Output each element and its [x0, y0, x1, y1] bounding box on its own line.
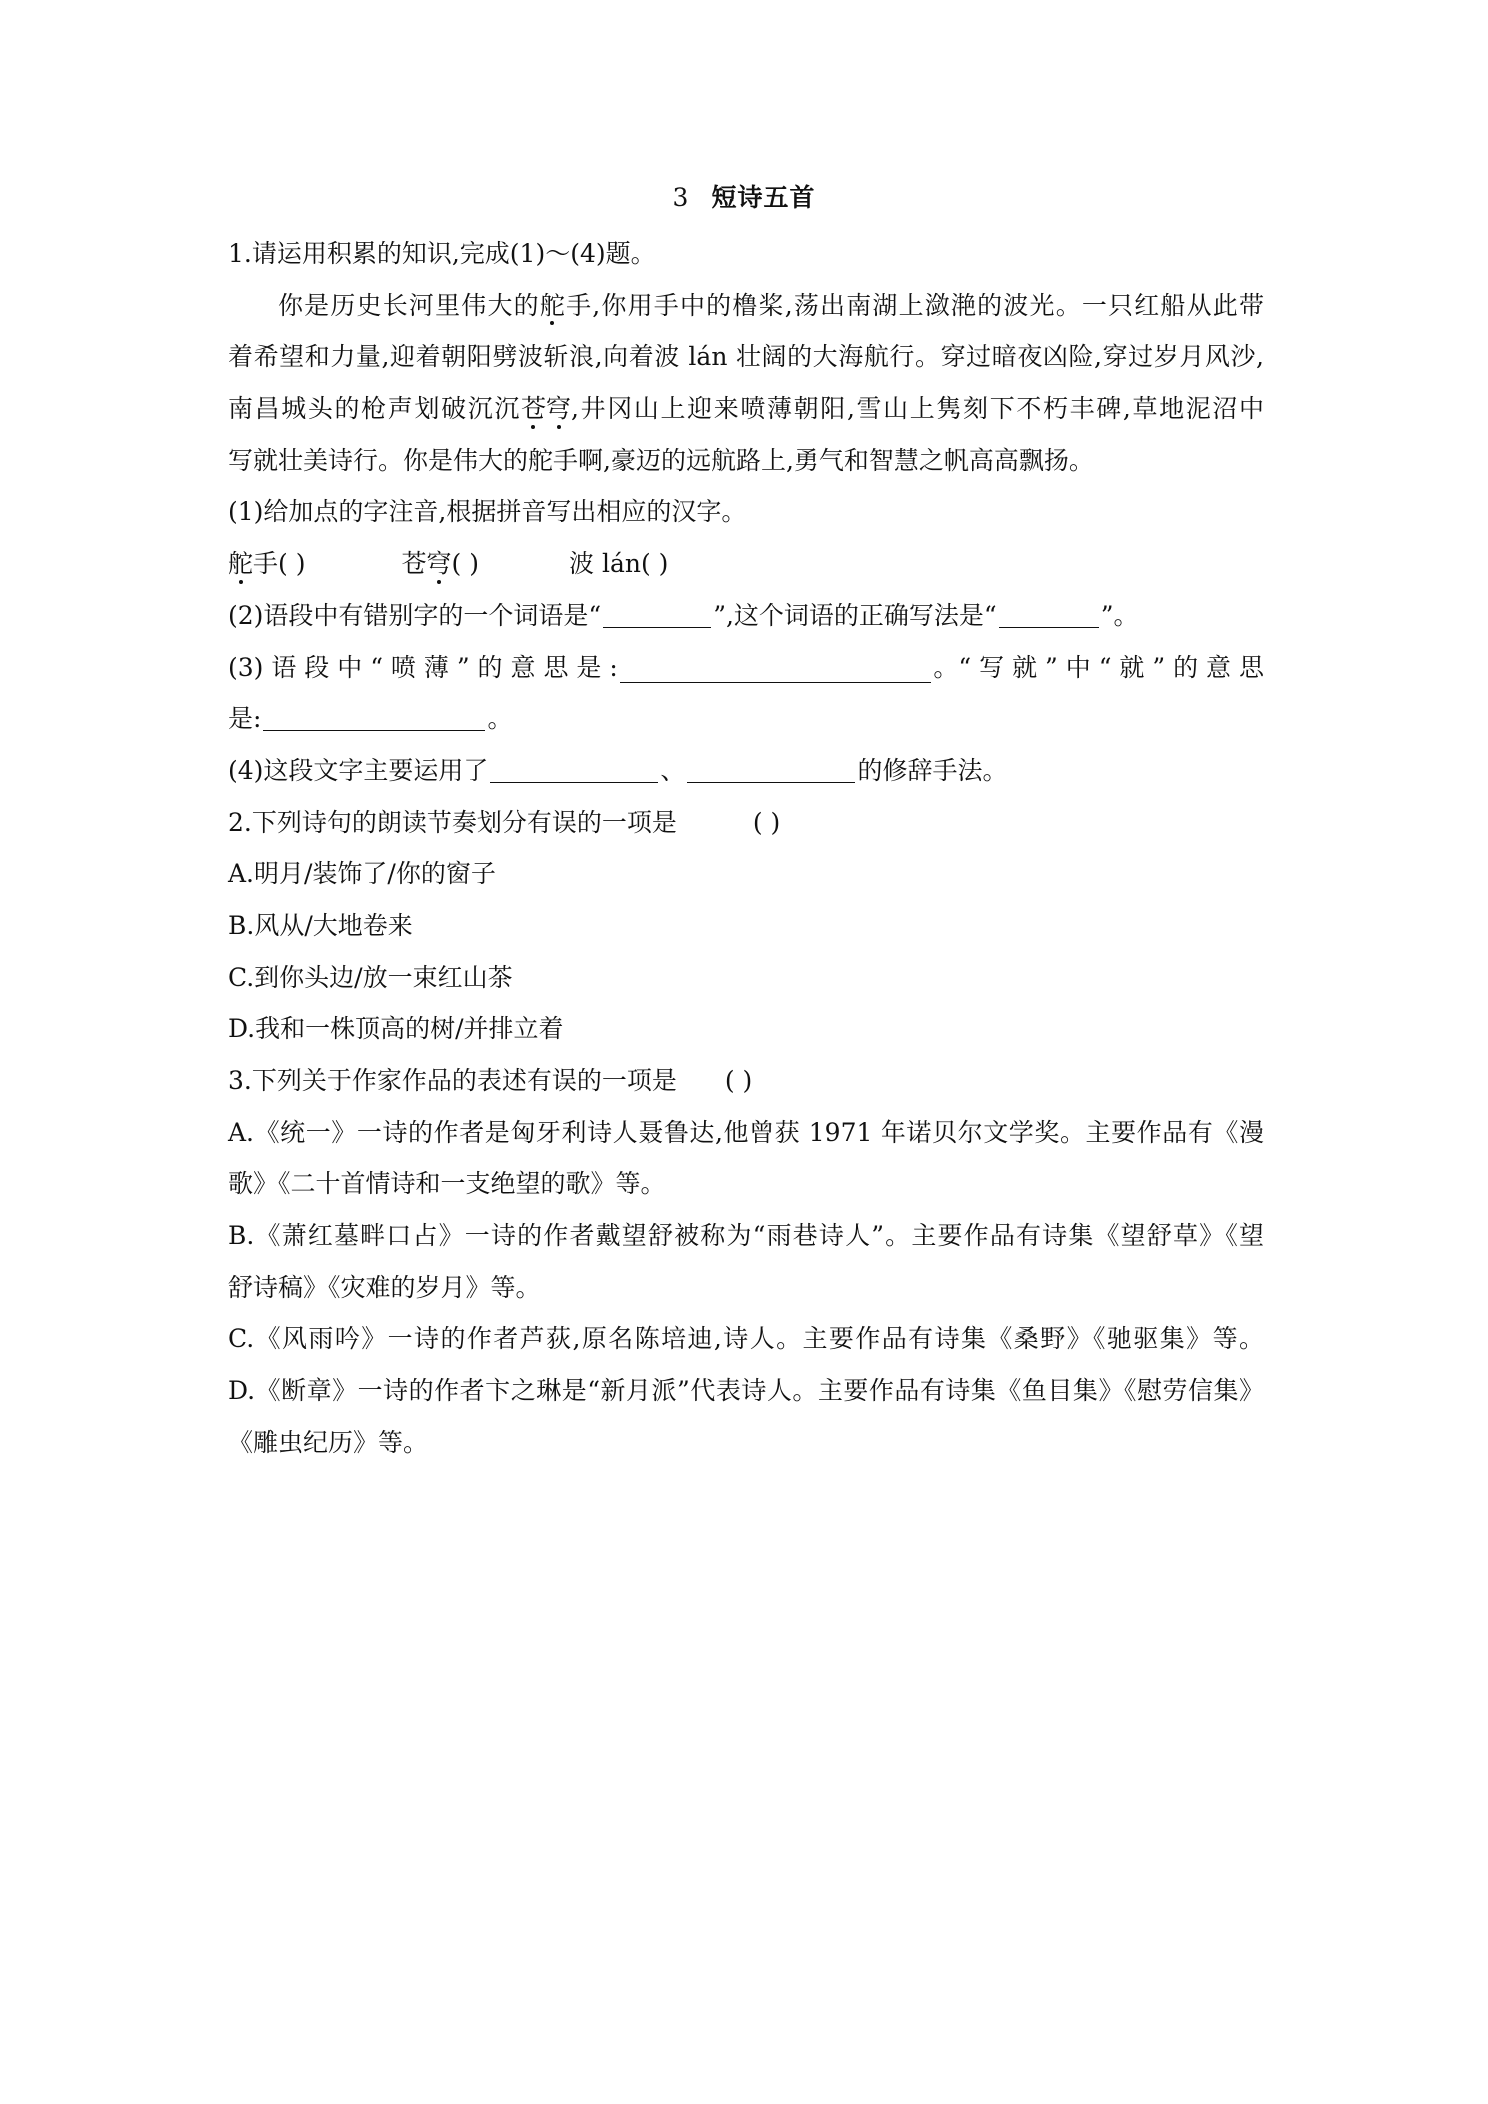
passage-text: ,井冈山上迎来喷薄朝阳,雪山上隽刻下不朽丰碑,草地泥沼中 [571, 394, 1264, 424]
q3-option-a-line-2[interactable]: 歌》《二十首情诗和一支绝望的歌》等。 [228, 1169, 666, 1199]
q1-sub3-line-2 [228, 693, 1264, 745]
answer-blank[interactable] [490, 752, 658, 783]
q3-option-a-line-1[interactable]: A.《统一》一诗的作者是匈牙利诗人聂鲁达,他曾获 1971 年诺贝尔文学奖。主要作品有《漫 [228, 1117, 1264, 1147]
question-content [228, 228, 1264, 1469]
word-text: 苍 [401, 549, 427, 579]
word-text: 手 [253, 549, 279, 579]
answer-parenthesis[interactable]: ( ) [451, 549, 479, 579]
question-text: ”。 [1100, 600, 1139, 630]
passage-text: 你是历史长河里伟大的 [278, 290, 540, 320]
q2-option-b[interactable]: B.风从/大地卷来 [228, 910, 413, 940]
dotted-char: 穹 [546, 383, 571, 435]
question-text: ”,这个词语的正确写法是“ [713, 600, 997, 630]
passage-line-3 [228, 383, 1264, 435]
q3-option-b-line-2[interactable]: 舒诗稿》《灾难的岁月》等。 [228, 1272, 541, 1302]
answer-blank[interactable] [687, 752, 855, 783]
page-title [0, 178, 1488, 214]
question-text: 。 [487, 704, 513, 734]
dotted-char: 舵 [228, 538, 253, 590]
dotted-char: 穹 [427, 538, 452, 590]
lesson-title: 短诗五首 [711, 183, 816, 212]
q2-option-d[interactable]: D.我和一株顶高的树/并排立着 [228, 1014, 564, 1044]
question-text: 的修辞手法。 [857, 755, 1008, 785]
q3-stem-row [228, 1055, 1264, 1107]
question-text: 。“ 写 就 ” 中 “ 就 ” 的 意 思 [933, 652, 1264, 682]
q2-option-a[interactable]: A.明月/装饰了/你的窗子 [228, 859, 496, 889]
dotted-char: 苍 [521, 383, 546, 435]
q2-option-c[interactable]: C.到你头边/放一束红山茶 [228, 962, 513, 992]
q1-sub1-prompt: (1)给加点的字注音,根据拼音写出相应的汉字。 [228, 497, 747, 527]
question-text: (3) 语 段 中 “ 喷 薄 ” 的 意 思 是 : [228, 652, 618, 682]
dotted-char: 舵 [540, 280, 565, 332]
passage-line-1 [228, 280, 1264, 332]
q3-option-c[interactable]: C.《风雨吟》一诗的作者芦荻,原名陈培迪,诗人。主要作品有诗集《桑野》《驰驱集》等。 [228, 1324, 1264, 1354]
q3-option-b-line-1[interactable]: B.《萧红墓畔口占》一诗的作者戴望舒被称为“雨巷诗人”。主要作品有诗集《望舒草》《望 [228, 1221, 1264, 1251]
q1-sub4 [228, 745, 1264, 797]
answer-blank[interactable] [620, 652, 932, 683]
question-text: (2)语段中有错别字的一个词语是“ [228, 600, 602, 630]
answer-parenthesis[interactable]: ( ) [640, 549, 669, 579]
answer-blank[interactable] [999, 597, 1099, 628]
q1-sub2 [228, 590, 1264, 642]
word-text: 波 lán [569, 549, 641, 579]
passage-text: 南昌城头的枪声划破沉沉 [228, 394, 521, 424]
lesson-number: 3 [672, 183, 690, 212]
q2-stem-row [228, 797, 1264, 849]
q3-option-d-line-2[interactable]: 《雕虫纪历》等。 [228, 1427, 429, 1457]
answer-parenthesis[interactable]: ( ) [278, 549, 306, 579]
q2-stem: 2.下列诗句的朗读节奏划分有误的一项是 [228, 807, 677, 837]
q3-stem: 3.下列关于作家作品的表述有误的一项是 [228, 1066, 677, 1095]
q3-option-d-line-1[interactable]: D.《断章》一诗的作者卞之琳是“新月派”代表诗人。主要作品有诗集《鱼目集》《慰劳信集》 [228, 1376, 1264, 1406]
answer-parenthesis[interactable]: ( ) [724, 1066, 753, 1095]
passage-line-2: 着希望和力量,迎着朝阳劈波斩浪,向着波 lán 壮阔的大海航行。穿过暗夜凶险,穿过岁月风沙, [228, 342, 1264, 372]
q1-sub3-line-1 [228, 642, 1264, 694]
question-text: (4)这段文字主要运用了 [228, 755, 489, 785]
q1-stem: 1.请运用积累的知识,完成(1)～(4)题。 [228, 239, 656, 268]
answer-parenthesis[interactable]: ( ) [752, 807, 781, 837]
q1-sub1-answer-row [228, 538, 1264, 590]
passage-text: 手,你用手中的橹桨,荡出南湖上潋滟的波光。一只红船从此带 [564, 290, 1264, 320]
question-text: 、 [660, 755, 686, 785]
answer-blank[interactable] [263, 700, 485, 731]
passage-line-4: 写就壮美诗行。你是伟大的舵手啊,豪迈的远航路上,勇气和智慧之帆高高飘扬。 [228, 445, 1094, 475]
answer-blank[interactable] [603, 597, 711, 628]
question-text: 是: [228, 704, 262, 734]
